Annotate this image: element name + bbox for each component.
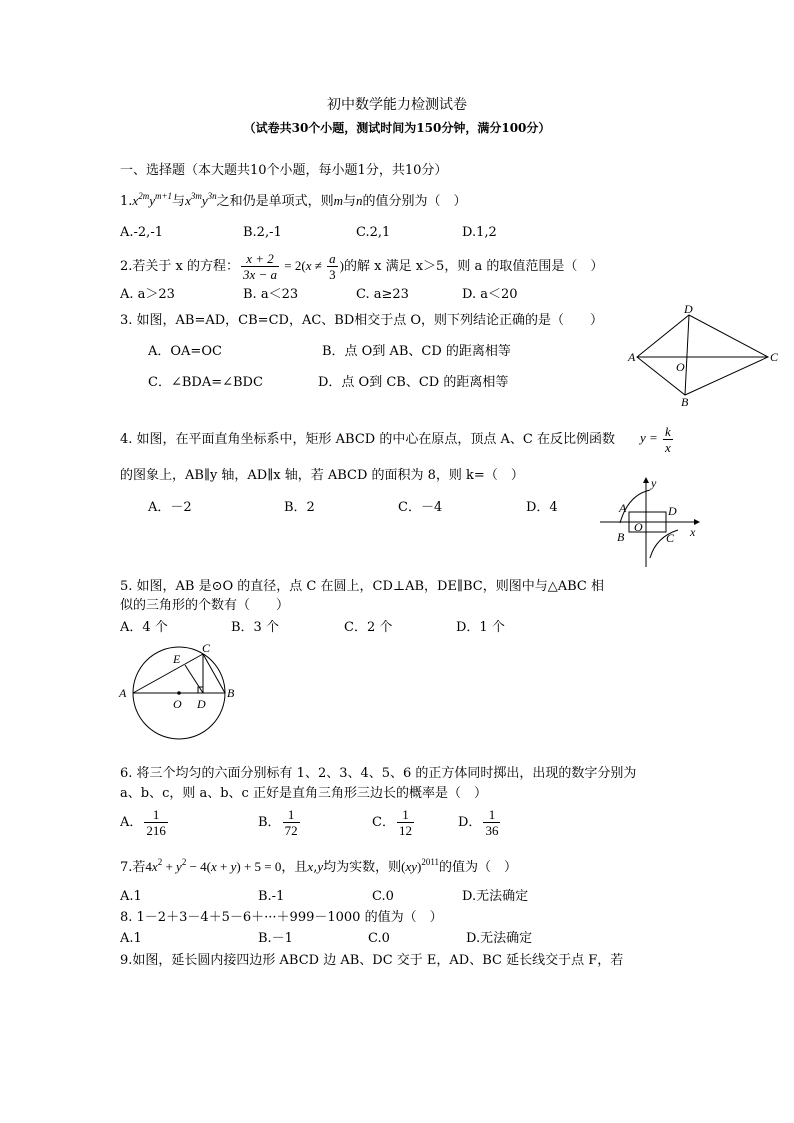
q4-function-formula: y = $\frac{k}{x}$ [640,423,671,455]
page-title: 初中数学能力检测试卷 [327,97,467,113]
q8-stem: 8. 1－2＋3－4＋5－6＋···＋999－1000 的值为（ ） [120,910,443,925]
q1-option-d[interactable]: D.1,2 [462,225,497,240]
q4-option-d[interactable]: D．4 [526,500,558,515]
q5-label-c: C [202,641,211,655]
q8-option-d[interactable]: D.无法确定 [466,931,533,946]
q3-label-d: D [684,302,693,316]
q1-option-c[interactable]: C.2,1 [356,225,391,240]
q5-stem-line2: 似的三角形的个数有（ ） [120,598,290,613]
q4-label-x: x [690,525,696,539]
q1-option-a[interactable]: A.-2,-1 [120,225,163,240]
q4-label-c: C [666,531,675,545]
q3-label-b: B [681,395,689,409]
q7-option-a[interactable]: A.1 [120,889,142,904]
q8-option-b[interactable]: B.－1 [258,931,293,946]
q5-option-a[interactable]: A．4 个 [120,620,168,635]
q1-option-b[interactable]: B.2,-1 [243,225,282,240]
q3-option-a[interactable]: A．OA=OC [148,344,222,359]
q5-stem-line1: 5. 如图，AB 是⊙O 的直径，点 C 在圆上，CD⊥AB，DE∥BC，则图中与△ABC 相 [120,579,604,594]
q4-option-c[interactable]: C．－4 [398,500,443,515]
q1-stem: $1.x^{2m}y^{m+1}$与$x^{3m}y^{3n}$之和仍是单项式，则m与n的值分别为（ ） [120,191,467,209]
q6-stem-line1: 6. 将三个均匀的六面分别标有 1、2、3、4、5、6 的正方体同时掷出，出现的数字分别为 [120,766,637,781]
q4-label-o: O [634,520,643,534]
q5-label-d: D [197,697,206,711]
q3-option-b[interactable]: B．点 O到 AB、CD 的距离相等 [322,344,511,359]
q6-option-b[interactable]: B． $\frac{1}{72}$ [258,807,298,838]
q5-option-c[interactable]: C．2 个 [344,620,393,635]
q3-stem: 3. 如图，AB=AD，CB=CD，AC、BD相交于点 O，则下列结论正确的是（ ） [120,313,604,328]
q5-circle-diagram [115,638,245,748]
q4-option-b[interactable]: B．2 [284,500,315,515]
q4-stem-line1: 4. 如图，在平面直角坐标系中，矩形 ABCD 的中心在原点，顶点 A、C 在反比例函数 [120,432,615,447]
page-subtitle: （试卷共30个小题，测试时间为150分钟，满分100分） [243,121,551,135]
q2-option-d[interactable]: D. a＜20 [462,287,518,302]
q4-option-a[interactable]: A．－2 [148,500,192,515]
q3-option-d[interactable]: D．点 O到 CB、CD 的距离相等 [318,375,509,390]
q7-stem: 7.若$4x^2 + y^2 - 4(x + y) + 5 = 0$，且x,y均为实数，则(xy)$^{2011}$的值为（ ） [120,857,518,875]
q8-option-a[interactable]: A.1 [120,931,142,946]
q4-label-b: B [617,530,625,544]
q2-option-c[interactable]: C. a≥23 [356,287,409,302]
q4-coordinate-diagram [598,475,703,570]
q4-label-d: D [668,504,677,518]
q3-option-c[interactable]: C．∠BDA=∠BDC [148,375,263,390]
q4-label-a: A [619,501,627,515]
q9-stem: 9.如图，延长圆内接四边形 ABCD 边 AB、DC 交于 E，AD、BC 延长线交于点 F，若 [120,953,624,968]
q2-stem: 2.若关于 x 的方程： $\frac{x + 2}{3x - a}$ = 2(x ≠ $\frac{a}{3}$ )的解 x 满足 x＞5，则 a 的取值范围是（ ） [120,251,604,282]
q6-option-a[interactable]: A． $\frac{1}{216}$ [120,807,166,838]
q4-label-y: y [651,476,657,490]
q8-option-c[interactable]: C.0 [368,931,390,946]
q2-option-b[interactable]: B. a＜23 [243,287,299,302]
q5-label-b: B [227,686,235,700]
q3-label-a: A [628,350,636,364]
q5-option-b[interactable]: B．3 个 [231,620,279,635]
q3-label-o: O [676,360,685,374]
q5-option-d[interactable]: D．1 个 [456,620,505,635]
q3-label-c: C [770,350,779,364]
q2-option-a[interactable]: A. a＞23 [120,287,175,302]
q6-option-d[interactable]: D． $\frac{1}{36}$ [458,807,499,838]
q4-stem-line2: 的图象上，AB∥y 轴，AD∥x 轴，若 ABCD 的面积为 8，则 k=（ ） [120,468,524,483]
q7-option-b[interactable]: B.-1 [258,889,285,904]
q7-option-c[interactable]: C.0 [372,889,394,904]
q6-stem-line2: a、b、c，则 a、b、c 正好是直角三角形三边长的概率是（ ） [120,786,487,801]
q3-kite-diagram [625,302,780,410]
q7-option-d[interactable]: D.无法确定 [462,889,529,904]
section-heading: 一、选择题（本大题共10个小题，每小题1分，共10分） [120,163,448,178]
q5-label-e: E [173,652,181,666]
q6-option-c[interactable]: C． $\frac{1}{12}$ [372,807,412,838]
q5-label-o: O [173,697,182,711]
q5-label-a: A [119,686,127,700]
